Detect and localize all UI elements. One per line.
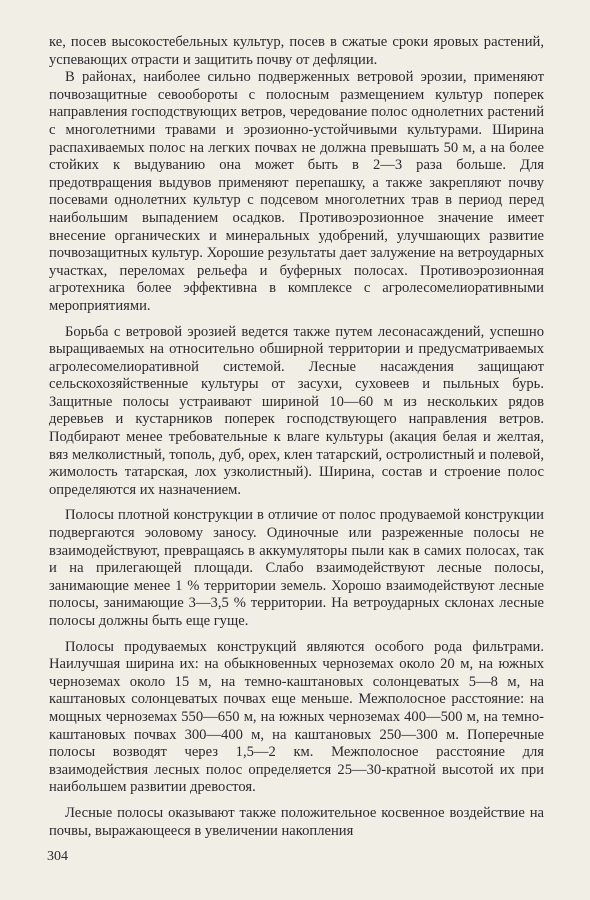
page-number: 304 <box>47 849 68 864</box>
paragraph-dense-strips: Полосы плотной конструкции в отличие от полос продуваемой конструкции подвергаются эоловому заносу. Одиночные или разреженные полосы не взаимодействуют, превращаясь в аккумуляторы пыли как в самих полосах, так и на прилегающей площади. Слабо взаимодействуют лесные полосы, занимающие менее 1 % территории земель. Хорошо взаимодействуют лесные полосы, занимающие 3—3,5 % территории. На ветроударных склонах лесные полосы должны быть еще гуще. <box>49 507 544 629</box>
paragraph-continuation: ке, посев высокостебельных культур, посев в сжатые сроки яровых растений, успевающих отрасти и защитить почву от дефляции. <box>49 34 544 68</box>
paragraph-forest-plantings: Борьба с ветровой эрозией ведется также путем лесонасаждений, успешно выращиваемых на относительно обширной территории и предусматриваемых агролесомелиоративной системой. Лесные насаждения защищают сельскохозяйственные культуры от засухи, суховеев и пыльных бурь. Защитные полосы устраивают шириной 10—60 м из нескольких рядов деревьев и кустарников поперек господствующего направления ветров. Подбирают менее требовательные к влаге культуры (акация белая и желтая, вяз мелколистный, тополь, дуб, орех, клен татарский, остролистный и полевой, жимолость татарская, лох узколистный). Ширина, состав и строение полос определяются их назначением. <box>49 323 544 498</box>
paragraph-wind-erosion-rotations: В районах, наиболее сильно подверженных ветровой эрозии, применяют почвозащитные севообороты с полосным размещением культур поперек направления господствующих ветров, чередование полос однолетних растений с многолетними травами и эрозионно-устойчивыми культурами. Ширина распахиваемых полос на легких почвах не должна превышать 50 м, а на более стойких к выдуванию она может быть в 2—3 раза больше. Для предотвращения выдувов применяют перепашку, а также закрепляют почву посевами однолетних культур с подсевом многолетних трав в период перед наибольшим выпадением осадков. Противоэрозионное значение имеет внесение органических и минеральных удобрений, улучшающих развитие почвозащитных культур. Хорошие результаты дает залужение на ветроударных участках, переломах рельефа и буферных полосах. Противоэрозионная агротехника более эффективна в комплексе с агролесомелиоративными мероприятиями. <box>49 69 544 314</box>
paragraph-permeable-strips: Полосы продуваемых конструкций являются особого рода фильтрами. Наилучшая ширина их: на обыкновенных черноземах около 20 м, на южных черноземах около 15 м, на темно-каштановых солонцеватых 5—8 м, на каштановых солонцеватых почвах еще меньше. Межполосное расстояние: на мощных черноземах 550—650 м, на южных черноземах 400—500 м, на темно-каштановых почвах 300—400 м, на каштановых 250—300 м. Поперечные полосы возводят через 1,5—2 км. Межполосное расстояние для взаимодействия лесных полос определяется 25—30-кратной высотой их при наибольшем развитии древостоя. <box>49 638 544 796</box>
paragraph-indirect-effect: Лесные полосы оказывают также положительное косвенное воздействие на почвы, выражающееся в увеличении накопления <box>49 804 544 839</box>
